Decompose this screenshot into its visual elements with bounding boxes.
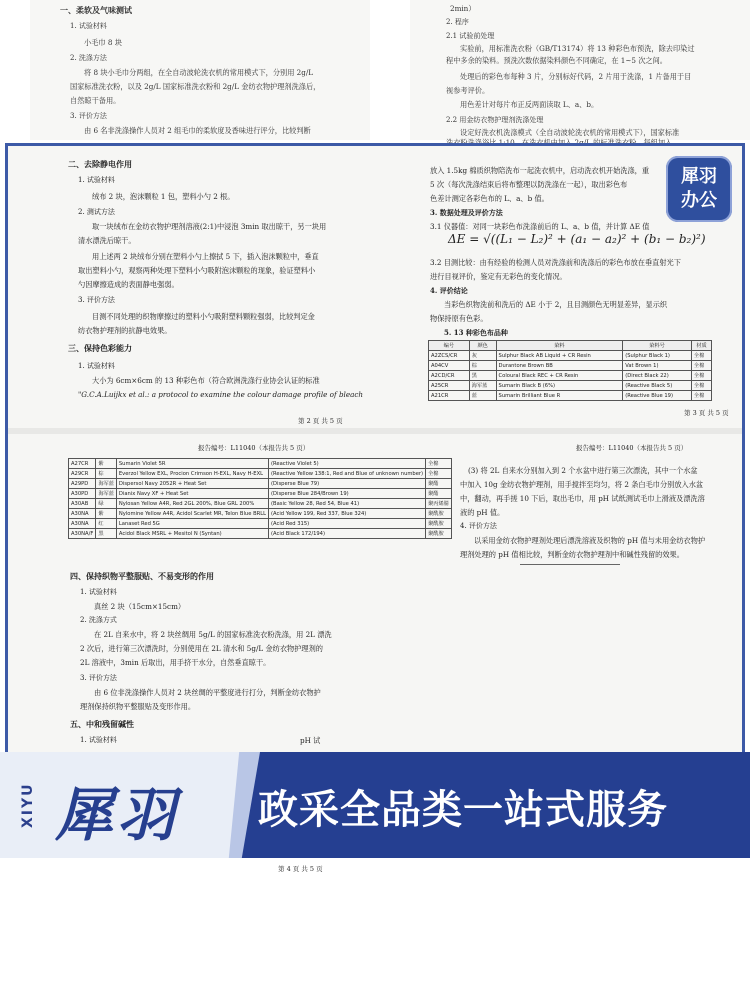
table-cell: A2CD/CR bbox=[429, 371, 470, 381]
page-number: 第 2 页 共 5 页 bbox=[298, 417, 343, 425]
section-heading: 一、柔软及气味测试 bbox=[60, 5, 132, 15]
text-line: 清水漂洗后晾干。 bbox=[78, 236, 136, 245]
text-line: 1. 试验材料 bbox=[70, 22, 107, 30]
text-line: 5 次（每次洗涤结束后将布整理以防洗涤在一起），取出彩色布 bbox=[430, 180, 628, 189]
text-line: 处理后的彩色布每种 3 片，分别标好代码，2 片用于洗涤，1 片备用于目 bbox=[460, 72, 692, 81]
table-cell: (Disperse Blue 79) bbox=[269, 479, 426, 489]
text-line: 4. 评价方法 bbox=[460, 522, 497, 530]
column-header: 材质 bbox=[691, 341, 711, 351]
table-cell: Sumarin Black B (6%) bbox=[496, 381, 623, 391]
text-line: 5. 13 种彩色布品种 bbox=[444, 328, 508, 337]
page-number: 第 4 页 共 5 页 bbox=[278, 865, 323, 873]
text-line: "G.C.A.Luijkx et al.: a protocol to examine the colour damage profile of bleach bbox=[78, 390, 364, 399]
table-cell: Durantone Brown BB bbox=[496, 361, 623, 371]
table-cell: A25CR bbox=[429, 381, 470, 391]
table-cell: 全棉 bbox=[691, 361, 711, 371]
text-line: 用上述两 2 块绒布分别在塑料小勺上擦拭 5 下，插入泡沫颗粒中，垂直 bbox=[92, 252, 319, 261]
table-cell: Vat Brown 1) bbox=[623, 361, 692, 371]
xiyu-badge bbox=[666, 156, 732, 222]
document-frame bbox=[5, 143, 745, 756]
column-header: 颜色 bbox=[469, 341, 496, 351]
table-cell: 棕 bbox=[96, 469, 117, 479]
text-line: 3.2 目测比较：由有经验的检测人员对洗涤前和洗涤后的彩色布放在垂直射光下 bbox=[430, 258, 681, 267]
table-cell: A30PD bbox=[69, 489, 96, 499]
table-cell: A30NA/F bbox=[69, 529, 96, 539]
table-cell: A29CR bbox=[69, 469, 96, 479]
table-cell: (Acid Red 315) bbox=[269, 519, 426, 529]
table-cell: 聚酰胺 bbox=[426, 529, 452, 539]
text-line: 1. 试验材料 bbox=[78, 362, 115, 370]
text-line: 自然晾干备用。 bbox=[70, 96, 121, 105]
text-line: 2.1 试验前处理 bbox=[446, 32, 495, 40]
table-cell: 全棉 bbox=[426, 469, 452, 479]
table-cell: 聚丙烯腈 bbox=[426, 499, 452, 509]
top-right-page bbox=[410, 0, 750, 140]
table-cell: 聚酰胺 bbox=[426, 519, 452, 529]
section-heading: 四、保持织物平整服贴、不易变形的作用 bbox=[70, 571, 214, 581]
text-line: pH 试 bbox=[300, 736, 321, 745]
table-cell: 全棉 bbox=[426, 459, 452, 469]
table-cell: (Reactive Violet 5) bbox=[269, 459, 426, 469]
table-cell: Everzol Yellow EXL, Procion Crimson H-EXL, Navy H-EXL bbox=[116, 469, 268, 479]
section-heading: 三、保持色彩能力 bbox=[68, 343, 132, 353]
table-cell: 蓝 bbox=[469, 391, 496, 401]
table-row bbox=[429, 351, 712, 361]
banner-slogan: 政采全品类一站式服务 bbox=[258, 787, 668, 833]
text-line: 视参考评价。 bbox=[446, 86, 490, 95]
table-cell: Lanaset Red 5G bbox=[116, 519, 268, 529]
text-line: 1. 试验材料 bbox=[80, 736, 117, 744]
table-cell: Dianix Navy XF + Heat Set bbox=[116, 489, 268, 499]
column-header: 染料 bbox=[496, 341, 623, 351]
table-cell: Sulphur Black AB Liquid + CR Resin bbox=[496, 351, 623, 361]
text-line: 物保持原有色彩。 bbox=[430, 314, 488, 323]
table-cell: (Acid Yellow 199, Red 337, Blue 324) bbox=[269, 509, 426, 519]
text-line: 在 2L 自来水中，将 2 块丝绸用 5g/L 的国家标准洗衣粉洗涤，用 2L 漂洗 bbox=[94, 630, 332, 639]
table-cell: 海军蓝 bbox=[469, 381, 496, 391]
table-cell: (Reactive Blue 19) bbox=[623, 391, 692, 401]
table-cell: Coloural Black REC + CR Resin bbox=[496, 371, 623, 381]
text-line: 用色差计对每片布正反两面读取 L、a、b。 bbox=[460, 100, 599, 109]
text-line: 大小为 6cm×6cm 的 13 种彩色布（符合欧洲洗涤行业协会认证的标准 bbox=[92, 376, 320, 385]
table-row bbox=[429, 381, 712, 391]
report-number: 报告编号：L11040（本报告共 5 页） bbox=[198, 444, 310, 452]
table-cell: 绿 bbox=[96, 499, 117, 509]
text-line: 由 6 位非洗涤操作人员对 2 块丝绸的平整度进行打分，判断金纺衣物护 bbox=[94, 688, 321, 697]
table-cell: A2ZCS/CR bbox=[429, 351, 470, 361]
table-cell: Nylosan Yellow A4R, Red 2GL 200%, Blue GRL 200% bbox=[116, 499, 268, 509]
table-cell: A30AB bbox=[69, 499, 96, 509]
table-header-row bbox=[429, 341, 712, 351]
table-cell: (Acid Black 172/194) bbox=[269, 529, 426, 539]
text-line: 中，翻动，再手搓 10 下后，取出毛巾，用 pH 试纸测试毛巾上滑液及漂洗溶 bbox=[460, 494, 705, 503]
text-line: 2. 洗涤方式 bbox=[80, 616, 117, 624]
document-scan bbox=[8, 146, 742, 753]
text-line: 绒布 2 块，泡沫颗粒 1 包，塑料小勺 2 根。 bbox=[92, 192, 235, 201]
table-cell: A30NA bbox=[69, 509, 96, 519]
table-cell: (Sulphur Black 1) bbox=[623, 351, 692, 361]
table-cell: Sumarin Violet 5R bbox=[116, 459, 268, 469]
text-line: 理剂保持织物平整服贴及变形作用。 bbox=[80, 702, 196, 711]
text-line: 液的 pH 值。 bbox=[460, 508, 505, 517]
table-cell: Dispersol Navy 2052R + Heat Set bbox=[116, 479, 268, 489]
table-cell: (Disperse Blue 284/Brown 19) bbox=[269, 489, 426, 499]
text-line: 勺因摩擦造成的表面静电强弱。 bbox=[78, 280, 179, 289]
table-cell: 红 bbox=[96, 519, 117, 529]
table-cell: 紫 bbox=[96, 459, 117, 469]
table-row bbox=[69, 459, 452, 469]
table-cell: A27CR bbox=[69, 459, 96, 469]
text-line: 由 6 名非洗涤操作人员对 2 组毛巾的柔软度及香味进行评分，比较判断 bbox=[84, 126, 311, 135]
table-cell: A30NA bbox=[69, 519, 96, 529]
text-line: 取一块绒布在金纺衣物护理剂溶液(2:1)中浸泡 3min 取出晾干，另一块用 bbox=[92, 222, 327, 231]
text-line: 放入 1.5kg 棉质织物陪洗布一起洗衣机中，启动洗衣机开始洗涤，重 bbox=[430, 166, 650, 175]
column-header: 编号 bbox=[429, 341, 470, 351]
table-row bbox=[69, 499, 452, 509]
table-cell: 聚酰胺 bbox=[426, 509, 452, 519]
table-cell: 海军蓝 bbox=[96, 489, 117, 499]
text-line: 2 次后，进行第三次漂洗时，分别使用在 2L 清水和 5g/L 金纺衣物护理剂的 bbox=[80, 644, 323, 653]
text-line: 色差计测定各彩色布的 L、a、b 值。 bbox=[430, 194, 549, 203]
table-cell: Nylomine Yellow A4R, Acidol Scarlet MR, Telon Blue BRLL bbox=[116, 509, 268, 519]
dye-table-continued bbox=[68, 458, 452, 539]
bottom-area bbox=[0, 858, 750, 1000]
table-cell: 棕 bbox=[469, 361, 496, 371]
column-header: 染料号 bbox=[623, 341, 692, 351]
table-cell: 聚酯 bbox=[426, 479, 452, 489]
table-cell: 黑 bbox=[469, 371, 496, 381]
text-line: 设定好洗衣机洗涤模式（全自动波轮洗衣机的常用模式下），国家标准 bbox=[460, 128, 680, 137]
brand-logo-text: 犀羽 bbox=[55, 781, 180, 849]
table-cell: 黑 bbox=[96, 529, 117, 539]
table-cell: 聚酯 bbox=[426, 489, 452, 499]
brand-latin-name: XIYU bbox=[20, 782, 36, 828]
table-cell: Acidol Black MSRL + Mesitol N (Syntan) bbox=[116, 529, 268, 539]
text-line: 2. 洗涤方法 bbox=[70, 54, 107, 62]
table-row bbox=[69, 479, 452, 489]
table-cell: A21CR bbox=[429, 391, 470, 401]
brand-banner bbox=[0, 752, 750, 858]
section-heading: 五、中和残留碱性 bbox=[70, 719, 134, 729]
top-left-page bbox=[30, 0, 370, 140]
badge-line: 犀羽 bbox=[681, 166, 717, 187]
text-line: 实验前，用标准洗衣粉（GB/T13174）将 13 种彩色布预洗，除去印染过 bbox=[460, 44, 695, 53]
table-row bbox=[69, 469, 452, 479]
badge-line: 办公 bbox=[681, 190, 717, 211]
table-cell: 灰 bbox=[469, 351, 496, 361]
table-cell: 全棉 bbox=[691, 391, 711, 401]
table-cell: A29PD bbox=[69, 479, 96, 489]
table-row bbox=[69, 529, 452, 539]
section-heading: 二、去除静电作用 bbox=[68, 159, 132, 169]
text-line: 1. 试验材料 bbox=[78, 176, 115, 184]
text-line: 小毛巾 8 块 bbox=[84, 38, 122, 47]
text-line: 纺衣物护理剂的抗静电效果。 bbox=[78, 326, 172, 335]
table-cell: (Direct Black 22) bbox=[623, 371, 692, 381]
table-row bbox=[69, 509, 452, 519]
table-row bbox=[429, 371, 712, 381]
text-line: 程中多余的染料。预洗次数依据染料颜色不同确定，在 1~5 次之间。 bbox=[446, 56, 667, 65]
dye-table bbox=[428, 340, 712, 401]
end-rule bbox=[520, 564, 620, 565]
table-row bbox=[429, 361, 712, 371]
text-line: 2min） bbox=[450, 4, 476, 13]
text-line: 真丝 2 块（15cm×15cm） bbox=[94, 602, 186, 611]
text-line: 1. 试验材料 bbox=[80, 588, 117, 596]
table-cell: 全棉 bbox=[691, 351, 711, 361]
text-line: 国家标准洗衣粉，以及 2g/L 国家标准洗衣粉和 2g/L 金纺衣物护理剂洗涤后， bbox=[70, 82, 321, 91]
text-line: (3) 将 2L 自来水分别加入到 2 个水盆中进行第三次漂洗，其中一个水盆 bbox=[468, 466, 698, 475]
text-line: 4. 评价结论 bbox=[430, 286, 468, 295]
table-cell: 紫 bbox=[96, 509, 117, 519]
text-line: 2.2 用金纺衣物护理剂洗涤处理 bbox=[446, 116, 544, 124]
text-line: 将 8 块小毛巾分两组，在全自动波轮洗衣机的常用模式下，分别用 2g/L bbox=[84, 68, 314, 77]
text-line: 进行目视评价，鉴定有无彩色的变化情况。 bbox=[430, 272, 567, 281]
table-cell: 全棉 bbox=[691, 381, 711, 391]
text-line: 目测不同处理的织物摩擦过的塑料小勺吸附塑料颗粒强弱，比较判定金 bbox=[92, 312, 315, 321]
text-line: 2. 测试方法 bbox=[78, 208, 115, 216]
text-line: 以采用金纺衣物护理剂处理后漂洗溶液及织物的 pH 值与未用金纺衣物护 bbox=[474, 536, 706, 545]
text-line: 中加入 10g 金纺衣物护理剂，用手搅拌至均匀，将 2 条白毛巾分别放入水盆 bbox=[460, 480, 704, 489]
table-cell: 全棉 bbox=[691, 371, 711, 381]
table-cell: A04CV bbox=[429, 361, 470, 371]
page-divider bbox=[8, 428, 742, 434]
table-row bbox=[69, 519, 452, 529]
table-cell: (Reactive Black 5) bbox=[623, 381, 692, 391]
page-number: 第 3 页 共 5 页 bbox=[684, 409, 729, 417]
text-line: 当彩色织物洗前和洗后的 ΔE 小于 2，且目测颜色无明显差异，显示织 bbox=[444, 300, 668, 309]
text-line: 2L 溶液中，3min 后取出，用手挤干水分，自然垂直晾干。 bbox=[80, 658, 271, 667]
table-cell: 海军蓝 bbox=[96, 479, 117, 489]
report-number: 报告编号：L11040（本报告共 5 页） bbox=[576, 444, 688, 452]
text-line: 2. 程序 bbox=[446, 18, 469, 26]
text-line: 3. 评价方法 bbox=[70, 112, 107, 120]
text-line: 3.1 仪器值：对同一块彩色布洗涤前后的 L、a、b 值，并计算 ΔE 值 bbox=[430, 222, 650, 231]
text-line: 3. 评价方法 bbox=[78, 296, 115, 304]
table-row bbox=[69, 489, 452, 499]
table-cell: (Reactive Yellow 138:1, Red and Blue of unknown number) bbox=[269, 469, 426, 479]
table-cell: (Basic Yellow 28, Red 54, Blue 41) bbox=[269, 499, 426, 509]
text-line: 3. 评价方法 bbox=[80, 674, 117, 682]
table-cell: Sumarin Brilliant Blue R bbox=[496, 391, 623, 401]
table-row bbox=[429, 391, 712, 401]
text-line: 3. 数据处理及评价方法 bbox=[430, 208, 503, 217]
text-line: 理剂处理的 pH 值相比较，判断金纺衣物护理剂中和碱性残留的效果。 bbox=[460, 550, 684, 559]
text-line: 取出塑料小勺，观察两种处理下塑料小勺吸附泡沫颗粒的现象，验证塑料小 bbox=[78, 266, 316, 275]
delta-e-formula: ΔE = √((L₁ − L₂)² + (a₁ − a₂)² + (b₁ − b₂)²) bbox=[448, 232, 706, 246]
